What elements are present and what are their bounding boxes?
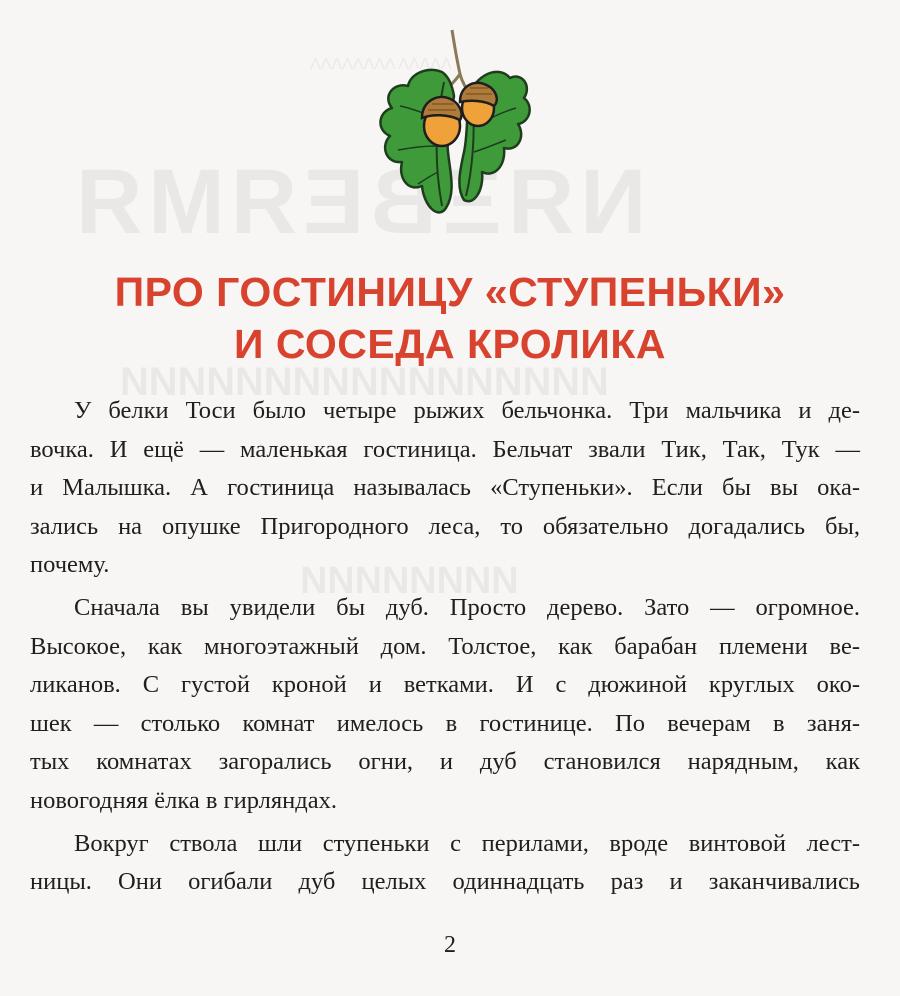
bleed-through-heading: NЯΞВЕЯМЯ [70, 151, 647, 253]
text-line: Вокруг ствола шли ступеньки с перилами, вроде винтовой лест- [74, 829, 860, 857]
page-number: 2 [444, 932, 456, 958]
bleed-through-line: ИИИИИИИИИИИИИИИИИ [120, 360, 609, 404]
text-line: Сначала вы увидели бы дуб. Просто дерево. Зато — огромное. [74, 593, 860, 621]
chapter-title-line-2: И СОСЕДА КРОЛИКА [233, 321, 667, 367]
paragraph-2 [30, 589, 860, 821]
text-line: У белки Тоси было четыре рыжих бельчонка. Три мальчика и де- [74, 397, 860, 424]
text-line: зались на опушке Пригородного леса, то обязательно догадались бы, [30, 512, 860, 540]
chapter-title-line-1: ПРО ГОСТИНИЦУ «СТУПЕНЬКИ» [114, 269, 786, 315]
text-line: тых комнатах загорались огни, и дуб становился нарядным, как [30, 748, 860, 776]
text-line: Высокое, как многоэтажный дом. Толстое, как барабан племени ве- [30, 632, 860, 660]
oak-leaves-acorns-icon [372, 22, 532, 232]
text-line: почему. [30, 551, 110, 579]
chapter-body [30, 392, 860, 902]
text-line: и Малышка. А гостиница называлась «Ступеньки». Если бы вы ока- [30, 474, 860, 502]
text-line: ликанов. С густой кроной и ветками. И с дюжиной круглых око- [30, 671, 860, 699]
text-line: шек — столько комнат имелось в гостинице. По вечерам в заня- [30, 709, 860, 737]
text-line: новогодняя ёлка в гирляндах. [30, 786, 337, 814]
paragraph-3 [30, 825, 860, 902]
bleed-through-line-2: ИИИИИИИИ [300, 560, 519, 602]
text-line: ницы. Они огибали дуб целых одиннадцать раз и заканчивались [30, 868, 860, 896]
paragraph-1 [30, 392, 860, 585]
text-line: вочка. И ещё — маленькая гостиница. Бельчат звали Тик, Так, Тук — [30, 435, 860, 463]
bleed-through-small: ΛΛΛΛΛ ΛΛΛΛΛΛΛΛ [310, 56, 452, 73]
